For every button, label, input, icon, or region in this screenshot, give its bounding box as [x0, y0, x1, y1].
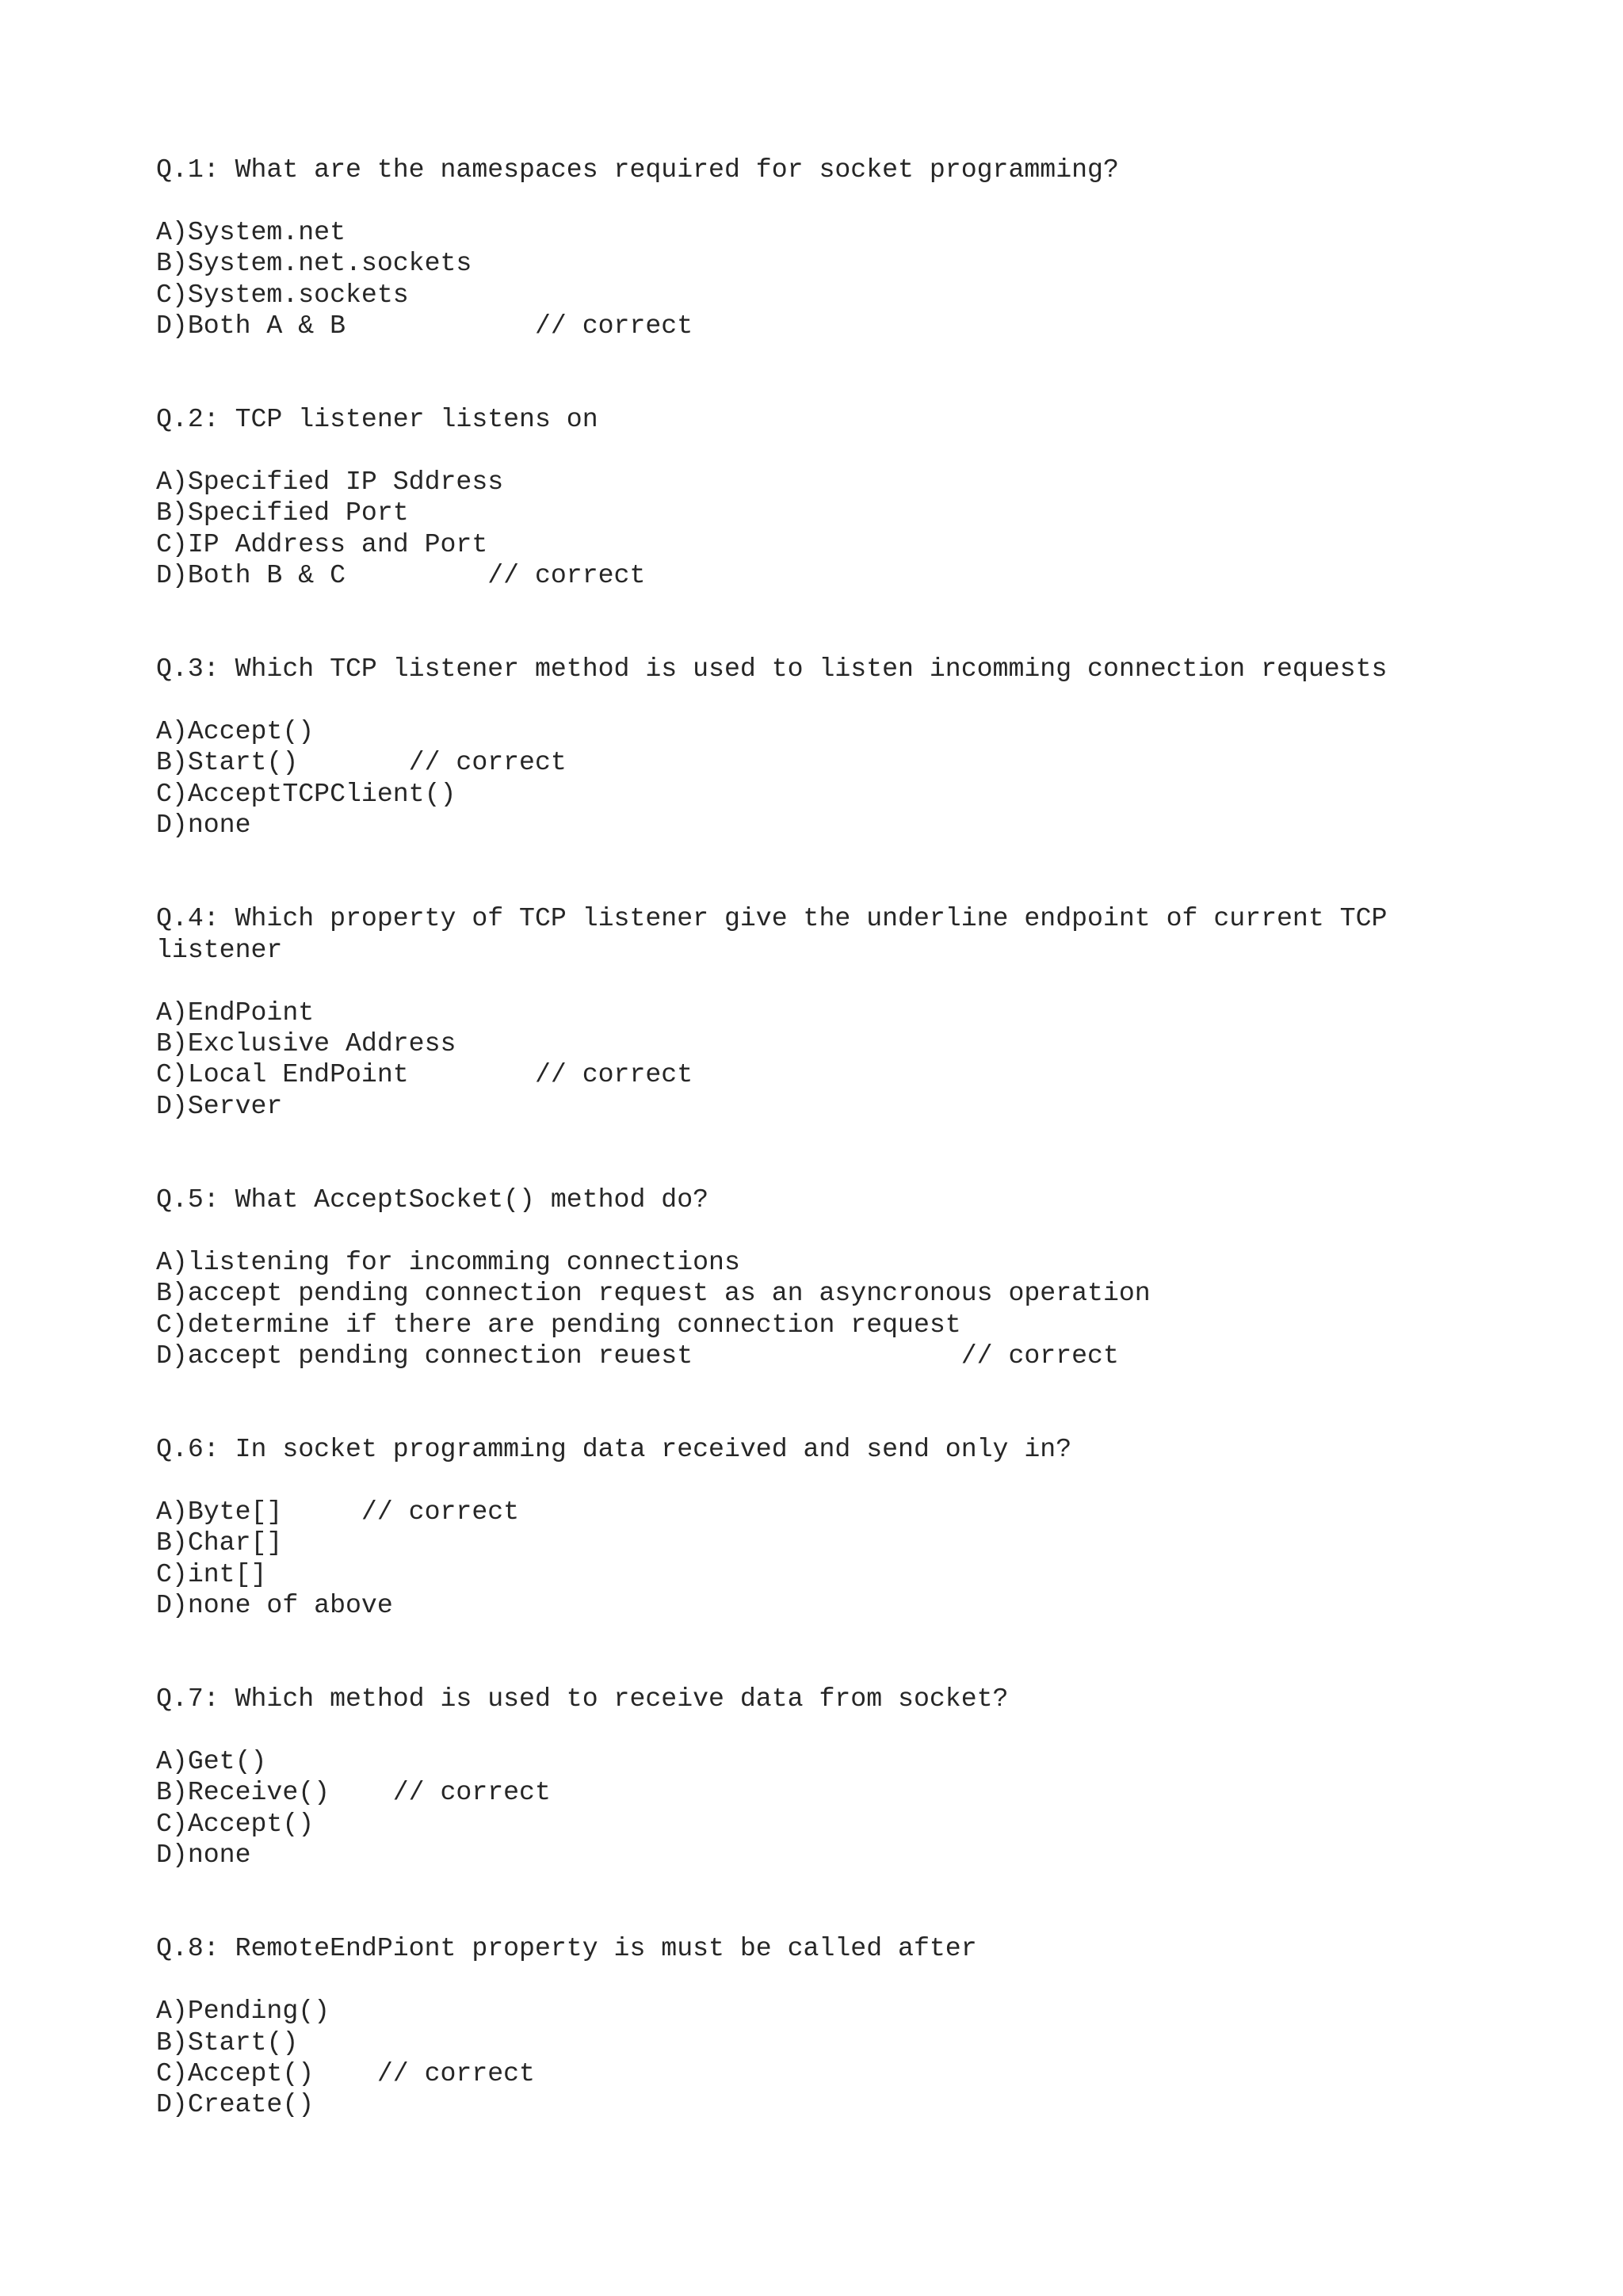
- answer-option: A)Get(): [156, 1746, 267, 1777]
- question-prompt: [156, 1684, 1503, 1714]
- answer-options: [156, 467, 1503, 592]
- question-block: [156, 1684, 1503, 1871]
- answer-option: B)accept pending connection request as an asyncronous operation: [156, 1278, 1151, 1309]
- answer-option: B)System.net.sockets: [156, 248, 472, 279]
- question-block: [156, 154, 1503, 341]
- question-prompt: [156, 903, 1503, 966]
- answer-options: [156, 1497, 1503, 1622]
- answer-option: D)none: [156, 810, 251, 841]
- question-block: [156, 1933, 1503, 2120]
- answer-option: D)Both A & B // correct: [156, 310, 693, 341]
- answer-option: D)none of above: [156, 1590, 393, 1621]
- question-text-line: Q.1: What are the namespaces required for socket programming?: [156, 154, 1119, 185]
- answer-option: D)none: [156, 1840, 251, 1871]
- answer-option: B)Start(): [156, 2027, 299, 2058]
- answer-option: C)int[]: [156, 1558, 267, 1589]
- answer-option: A)Specified IP Sddress: [156, 466, 504, 497]
- answer-option: A)Pending(): [156, 1996, 330, 2027]
- question-text-line: Q.5: What AcceptSocket() method do?: [156, 1184, 709, 1215]
- question-text-line: Q.8: RemoteEndPiont property is must be called after: [156, 1933, 977, 1964]
- answer-option: C)IP Address and Port: [156, 528, 488, 559]
- question-prompt: [156, 154, 1503, 185]
- answer-option: A)Byte[] // correct: [156, 1496, 520, 1527]
- question-prompt: [156, 1434, 1503, 1465]
- answer-option: B)Specified Port: [156, 498, 409, 528]
- question-text-line: Q.4: Which property of TCP listener give the underline endpoint of current TCP: [156, 903, 1388, 934]
- question-text-line: listener: [156, 934, 283, 965]
- answer-option: C)Accept() // correct: [156, 2058, 535, 2088]
- answer-option: C)AcceptTCPClient(): [156, 778, 456, 809]
- question-prompt: [156, 654, 1503, 685]
- question-prompt: [156, 1184, 1503, 1215]
- question-text-line: Q.3: Which TCP listener method is used to listen incomming connection requests: [156, 654, 1388, 685]
- answer-option: A)EndPoint: [156, 997, 315, 1028]
- question-block: [156, 903, 1503, 1122]
- question-text-line: Q.6: In socket programming data received and send only in?: [156, 1434, 1072, 1465]
- answer-option: C)Local EndPoint // correct: [156, 1059, 693, 1090]
- quiz-document: [156, 154, 1503, 2121]
- answer-options: [156, 716, 1503, 841]
- answer-option: A)System.net: [156, 216, 346, 247]
- answer-option: D)Create(): [156, 2089, 315, 2120]
- question-block: [156, 654, 1503, 841]
- answer-option: B)Char[]: [156, 1527, 283, 1558]
- answer-option: C)determine if there are pending connection request: [156, 1309, 961, 1340]
- question-prompt: [156, 404, 1503, 435]
- question-block: [156, 1184, 1503, 1371]
- answer-options: [156, 217, 1503, 342]
- answer-options: [156, 1746, 1503, 1871]
- answer-option: B)Receive() // correct: [156, 1777, 551, 1808]
- answer-options: [156, 997, 1503, 1123]
- answer-option: A)listening for incomming connections: [156, 1246, 740, 1277]
- answer-option: D)accept pending connection reuest // correct: [156, 1340, 1119, 1371]
- answer-options: [156, 1996, 1503, 2121]
- answer-option: A)Accept(): [156, 716, 315, 747]
- question-prompt: [156, 1933, 1503, 1964]
- answer-option: D)Server: [156, 1090, 283, 1121]
- question-block: [156, 404, 1503, 591]
- question-text-line: Q.7: Which method is used to receive data from socket?: [156, 1684, 1009, 1714]
- answer-option: C)System.sockets: [156, 279, 409, 310]
- answer-option: D)Both B & C // correct: [156, 560, 646, 591]
- answer-option: C)Accept(): [156, 1808, 315, 1839]
- answer-option: B)Start() // correct: [156, 747, 567, 778]
- question-block: [156, 1434, 1503, 1621]
- question-text-line: Q.2: TCP listener listens on: [156, 404, 598, 435]
- answer-option: B)Exclusive Address: [156, 1028, 456, 1058]
- answer-options: [156, 1247, 1503, 1372]
